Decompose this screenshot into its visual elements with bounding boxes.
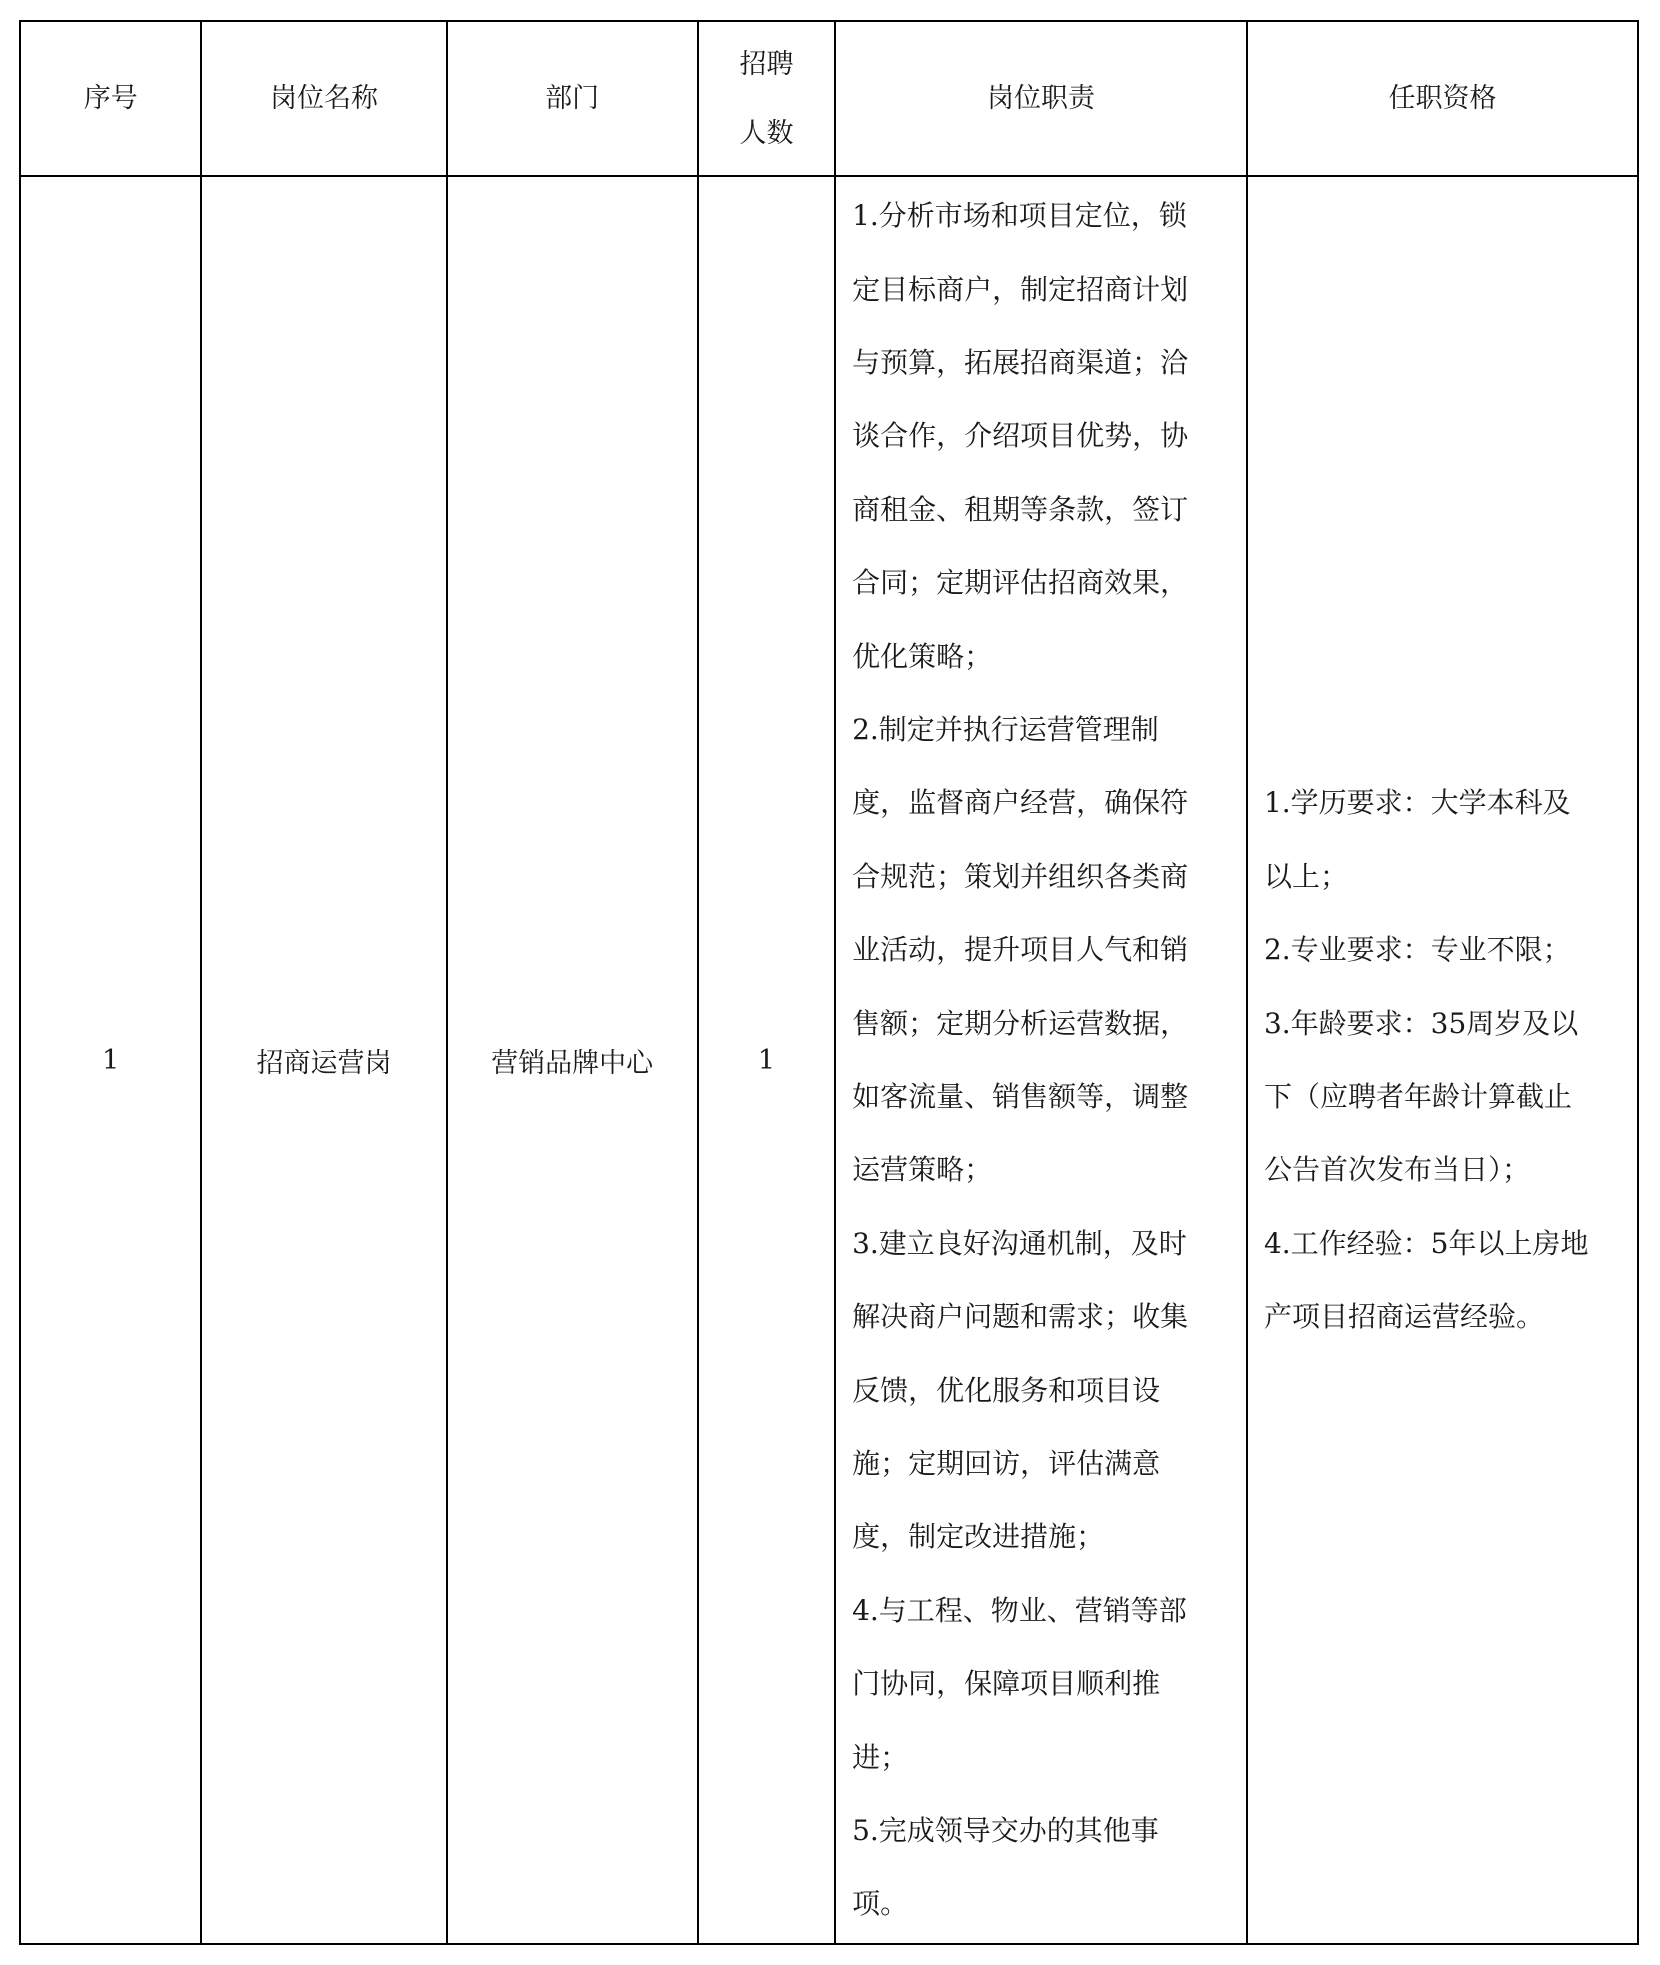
header-department: 部门 [447,21,698,176]
duty-line: 5.完成领导交办的其他事 [852,1814,1159,1848]
duty-line: 定目标商户，制定招商计划 [852,272,1189,306]
header-index: 序号 [20,21,201,176]
qualification-line: 3.年龄要求：35周岁及以 [1263,1006,1579,1040]
duty-line: 施；定期回访，评估满意 [852,1447,1161,1481]
table-header-row [20,21,1638,176]
header-headcount [698,21,835,176]
duty-line: 度，监督商户经营，确保符 [852,786,1189,820]
qualification-line: 下（应聘者年龄计算截止 [1263,1080,1572,1113]
cell-department: 营销品牌中心 [447,176,698,1944]
qualification-line: 以上； [1263,859,1348,893]
header-headcount-line2: 人数 [739,117,794,149]
qualification-line: 1.学历要求：大学本科及 [1263,786,1571,820]
qualification-line: 产项目招商运营经验。 [1263,1300,1544,1334]
duty-line: 度，制定改进措施； [852,1520,1105,1554]
recruitment-table [19,20,1639,1945]
cell-duties [835,176,1247,1944]
duty-line: 与预算，拓展招商渠道；洽 [852,345,1189,379]
duty-line: 谈合作，介绍项目优势，协 [852,419,1189,453]
duty-line: 项。 [852,1887,909,1921]
duty-line: 合同；定期评估招商效果， [852,566,1189,600]
duty-line: 合规范；策划并组织各类商 [852,859,1189,893]
qualification-line: 4.工作经验：5年以上房地 [1263,1226,1589,1260]
header-duties: 岗位职责 [835,21,1247,176]
cell-position: 招商运营岗 [201,176,446,1944]
duty-line: 进； [852,1740,909,1774]
duty-line: 业活动，提升项目人气和销 [852,933,1189,967]
duty-line: 商租金、租期等条款，签订 [852,492,1189,526]
table-row [20,176,1638,1944]
duty-line: 1.分析市场和项目定位，锁 [852,199,1187,233]
cell-index: 1 [20,176,201,1944]
header-position: 岗位名称 [201,21,446,176]
duty-line: 优化策略； [852,639,993,673]
cell-headcount: 1 [698,176,835,1944]
header-headcount-line1: 招聘 [739,48,794,80]
duties-list [836,179,1246,1941]
qualification-line: 2.专业要求：专业不限； [1263,933,1571,967]
duty-line: 如客流量、销售额等，调整 [852,1080,1189,1113]
qualifications-list [1248,766,1637,1353]
duty-line: 解决商户问题和需求；收集 [852,1300,1189,1334]
header-qualifications: 任职资格 [1247,21,1638,176]
duty-line: 2.制定并执行运营管理制 [852,712,1159,746]
duty-line: 运营策略； [852,1153,993,1187]
duty-line: 门协同，保障项目顺利推 [852,1667,1161,1701]
duty-line: 反馈，优化服务和项目设 [852,1373,1161,1407]
duty-line: 售额；定期分析运营数据， [852,1006,1189,1040]
qualification-line: 公告首次发布当日）； [1263,1153,1530,1187]
duty-line: 3.建立良好沟通机制，及时 [852,1226,1187,1260]
cell-qualifications [1247,176,1638,1944]
duty-line: 4.与工程、物业、营销等部 [852,1593,1187,1627]
